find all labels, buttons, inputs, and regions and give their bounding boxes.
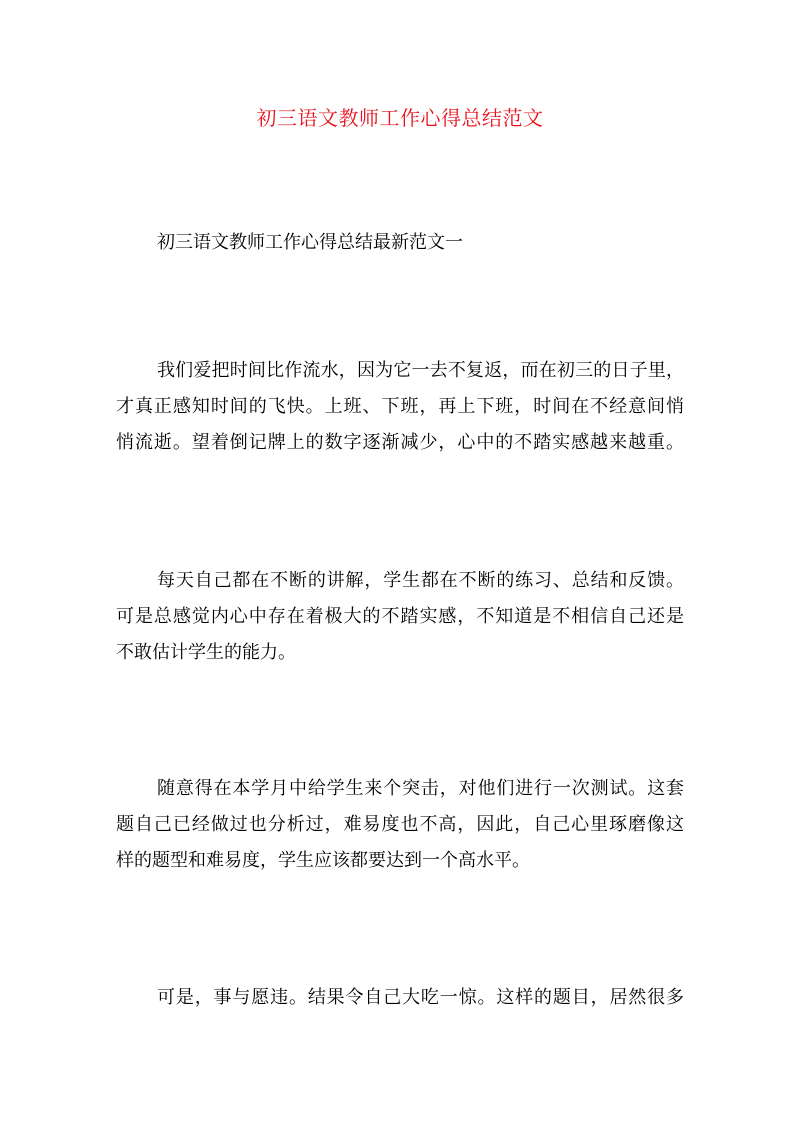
paragraph-2	[116, 563, 684, 671]
paragraph-1	[116, 353, 684, 461]
document-subtitle: 初三语文教师工作心得总结最新范文一	[157, 232, 463, 253]
document-title: 初三语文教师工作心得总结范文	[256, 106, 544, 130]
paragraph-line: 不敢估计学生的能力。	[116, 642, 296, 663]
paragraph-line: 每天自己都在不断的讲解，学生都在不断的练习、总结和反馈。	[157, 570, 684, 591]
paragraph-line: 悄流逝。望着倒记牌上的数字逐渐减少，心中的不踏实感越来越重。	[116, 432, 684, 453]
paragraph-line: 可是，事与愿违。结果令自己大吃一惊。这样的题目，居然很多	[157, 987, 684, 1008]
paragraph-4	[116, 980, 684, 1016]
paragraph-3	[116, 771, 684, 879]
paragraph-line: 可是总感觉内心中存在着极大的不踏实感，不知道是不相信自己还是	[116, 606, 684, 627]
paragraph-line: 才真正感知时间的飞快。上班、下班，再上下班，时间在不经意间悄	[116, 396, 684, 417]
paragraph-line: 样的题型和难易度，学生应该都要达到一个高水平。	[116, 850, 530, 871]
paragraph-line: 随意得在本学月中给学生来个突击，对他们进行一次测试。这套	[157, 778, 684, 799]
paragraph-line: 我们爱把时间比作流水，因为它一去不复返，而在初三的日子里，	[157, 360, 684, 381]
paragraph-line: 题自己已经做过也分析过，难易度也不高，因此，自己心里琢磨像这	[116, 814, 684, 835]
